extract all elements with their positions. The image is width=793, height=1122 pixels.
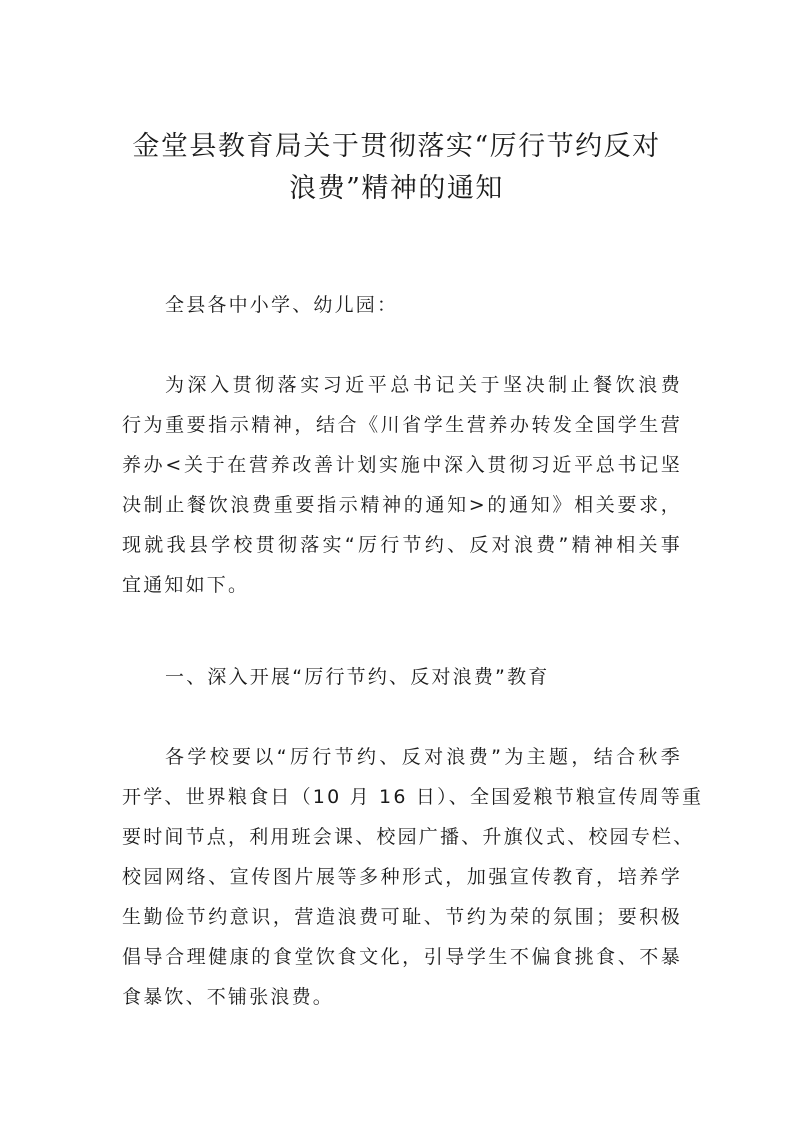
paragraph-1-line-4: 决制止餐饮浪费重要指示精神的通知>的通知》相关要求， [122,494,682,516]
paragraph-2-line-1: 各学校要以“厉行节约、反对浪费”为主题，结合秋季 [165,746,682,768]
document-title-line-2: 浪费”精神的通知 [289,173,504,204]
paragraph-2-line-7: 食暴饮、不铺张浪费。 [122,986,335,1008]
paragraph-2-line-6: 倡导合理健康的食堂饮食文化，引导学生不偏食挑食、不暴 [122,946,682,968]
paragraph-1-line-3: 养办<关于在营养改善计划实施中深入贯彻习近平总书记坚 [122,454,682,476]
paragraph-2-line-4: 校园网络、宣传图片展等多种形式，加强宣传教育，培养学 [122,866,682,888]
paragraph-1-line-6: 宜通知如下。 [122,574,250,596]
paragraph-2-line-2: 开学、世界粮食日（10 月 16 日）、全国爱粮节粮宣传周等重 [122,786,704,808]
paragraph-1-line-5: 现就我县学校贯彻落实“厉行节约、反对浪费”精神相关事 [122,534,682,556]
section-1-heading: 一、深入开展“厉行节约、反对浪费”教育 [165,666,550,688]
paragraph-1-line-1: 为深入贯彻落实习近平总书记关于坚决制止餐饮浪费 [165,374,682,396]
paragraph-2-line-5: 生勤俭节约意识，营造浪费可耻、节约为荣的氛围；要积极 [122,906,682,928]
paragraph-2-line-3: 要时间节点，利用班会课、校园广播、升旗仪式、校园专栏、 [122,826,695,848]
document-title-line-1: 金堂县教育局关于贯彻落实“厉行节约反对 [132,131,661,162]
paragraph-1-line-2: 行为重要指示精神，结合《川省学生营养办转发全国学生营 [122,414,682,436]
salutation: 全县各中小学、幼儿园： [165,294,399,316]
